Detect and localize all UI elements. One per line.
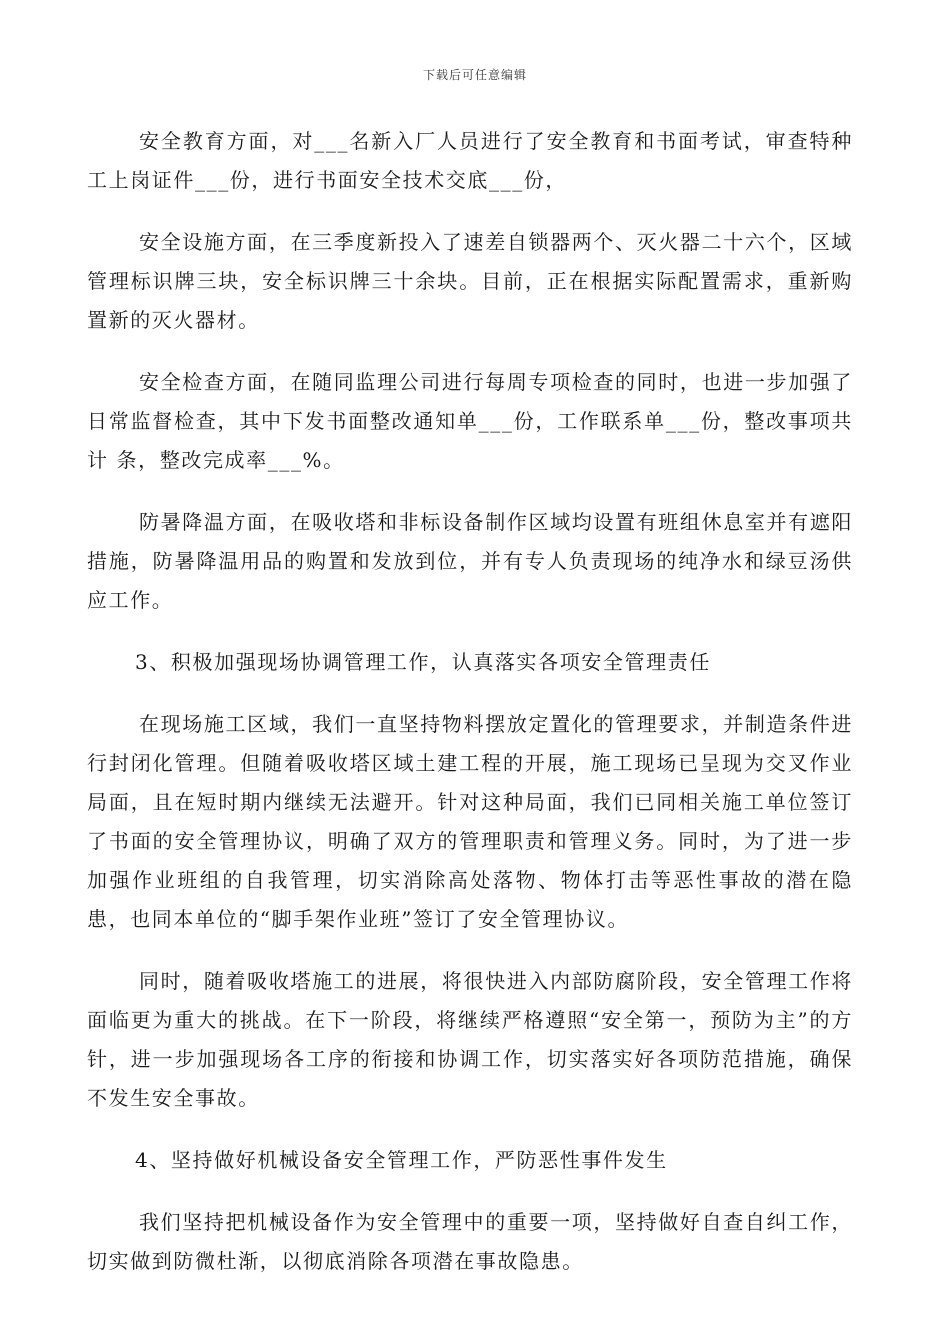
paragraph-heatstroke-prevention: 防暑降温方面，在吸收塔和非标设备制作区域均设置有班组休息室并有遮阳措施，防暑降温用品的购置和发放到位，并有专人负责现场的纯净水和绿豆汤供应工作。 <box>87 510 853 612</box>
section-heading-3: 3、积极加强现场协调管理工作，认真落实各项安全管理责任 <box>135 650 711 674</box>
paragraph-equipment-safety: 我们坚持把机械设备作为安全管理中的重要一项，坚持做好自查自纠工作，切实做到防微杜渐，以彻底消除各项潜在事故隐患。 <box>87 1210 853 1273</box>
paragraph-safety-facilities: 安全设施方面，在三季度新投入了速差自锁器两个、灭火器二十六个，区域管理标识牌三块，安全标识牌三十余块。目前，正在根据实际配置需求，重新购置新的灭火器材。 <box>87 230 853 332</box>
section-heading-4: 4、坚持做好机械设备安全管理工作，严防恶性事件发生 <box>135 1148 668 1172</box>
paragraph-safety-education: 安全教育方面，对___名新入厂人员进行了安全教育和书面考试，审查特种工上岗证件___份，进行书面安全技术交底___份， <box>87 129 853 192</box>
paragraph-next-phase: 同时，随着吸收塔施工的进展，将很快进入内部防腐阶段，安全管理工作将面临更为重大的挑战。在下一阶段，将继续严格遵照“安全第一，预防为主”的方针，进一步加强现场各工序的衔接和协调工作，切实落实好各项防范措施，确保不发生安全事故。 <box>87 969 853 1110</box>
page-header: 下载后可任意编辑 <box>422 68 527 82</box>
paragraph-safety-inspection: 安全检查方面，在随同监理公司进行每周专项检查的同时，也进一步加强了日常监督检查，其中下发书面整改通知单___份，工作联系单___份，整改事项共计 条，整改完成率___%。 <box>87 370 853 472</box>
document-body <box>87 122 853 1304</box>
paragraph-site-management: 在现场施工区域，我们一直坚持物料摆放定置化的管理要求，并制造条件进行封闭化管理。但随着吸收塔区域土建工程的开展，施工现场已呈现为交叉作业局面，且在短时期内继续无法避开。针对这种局面，我们已同相关施工单位签订了书面的安全管理协议，明确了双方的管理职责和管理义务。同时，为了进一步加强作业班组的自我管理，切实消除高处落物、物体打击等恶性事故的潜在隐患，也同本单位的“脚手架作业班”签订了安全管理协议。 <box>87 712 853 931</box>
